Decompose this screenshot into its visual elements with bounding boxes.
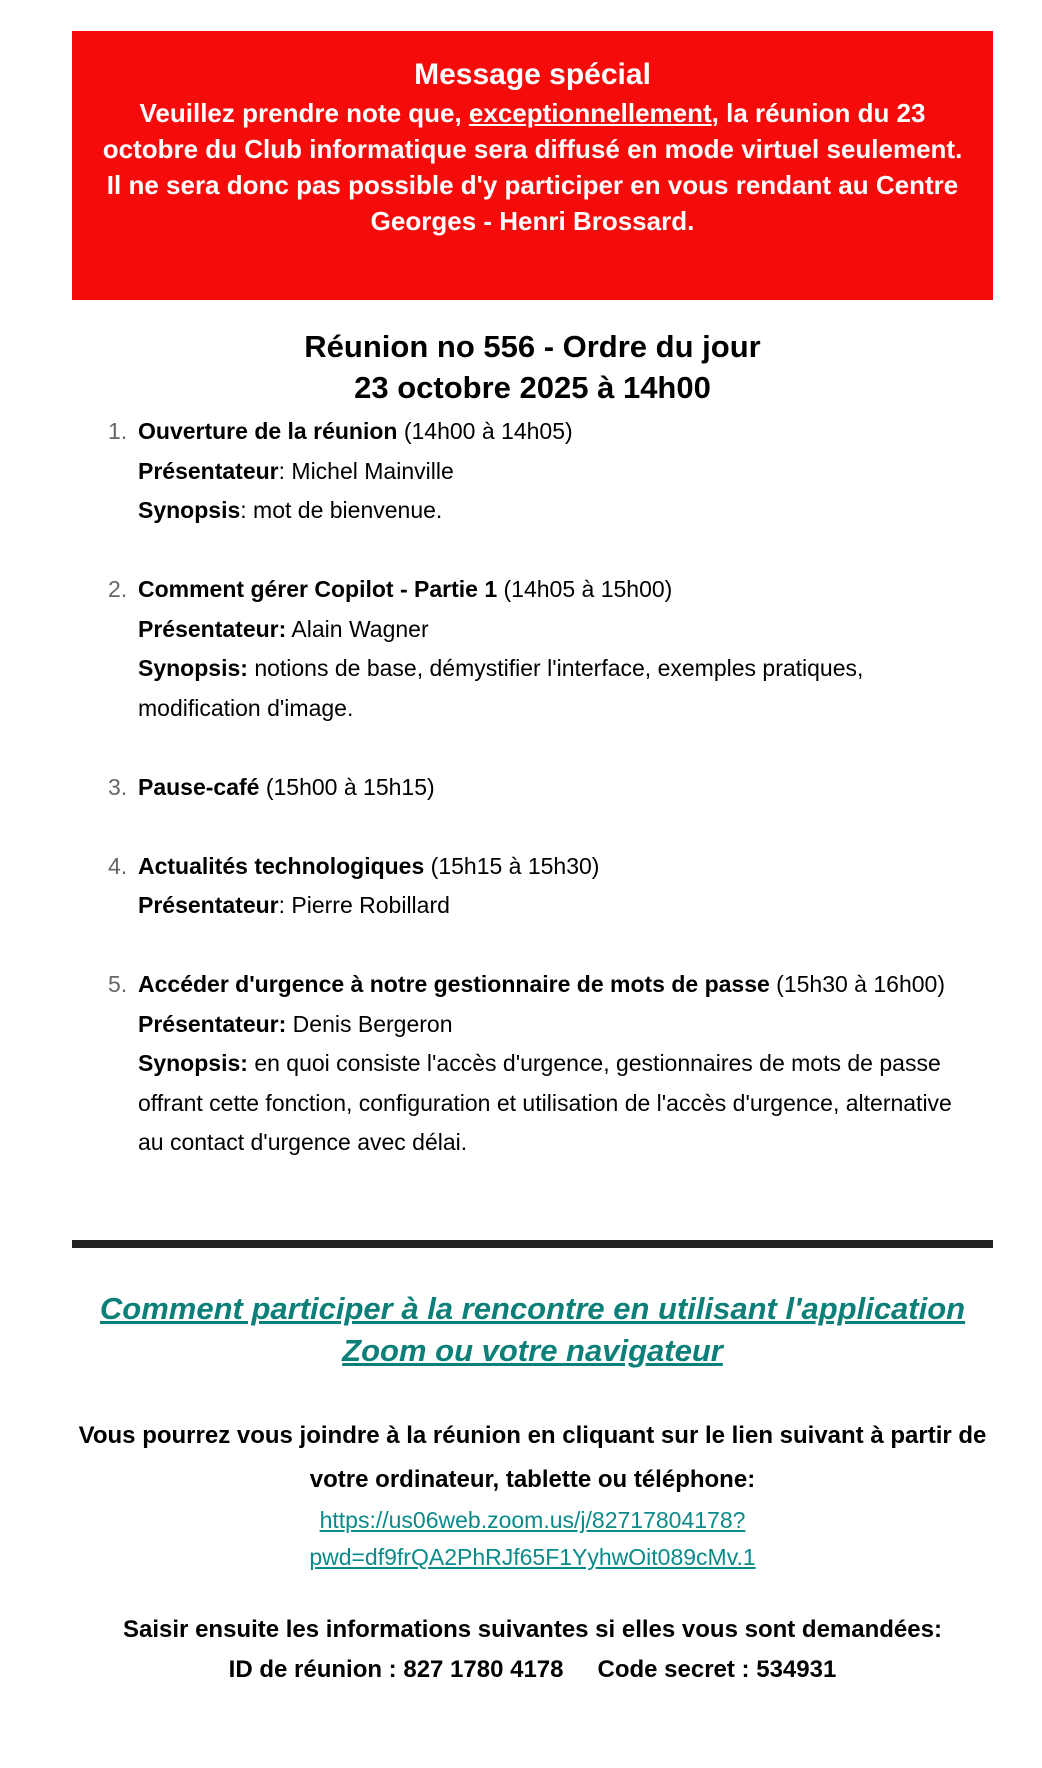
item-title: Pause-café	[138, 773, 260, 800]
sep: :	[240, 497, 254, 523]
item-number: 3.	[108, 773, 128, 800]
text: Veuillez prendre note que,	[139, 98, 469, 128]
synopsis-label: Synopsis	[138, 497, 241, 523]
join-intro: Vous pourrez vous joindre à la réunion en cliquant sur le lien suivant à partir de votre ordinateur, tablette ou téléphone:	[78, 1422, 987, 1493]
item-time: (15h30 à 16h00)	[769, 971, 945, 997]
item-title: Comment gérer Copilot - Partie 1	[138, 576, 498, 602]
synopsis-text: mot de bienvenue.	[253, 497, 443, 523]
presenter-label: Présentateur:	[138, 1010, 287, 1037]
item-time: (14h00 à 14h05)	[397, 418, 573, 444]
join-instructions: Saisir ensuite les informations suivantes si elles vous sont demandées:	[123, 1616, 942, 1643]
emphasis: exceptionnellement	[468, 98, 712, 128]
agenda-item	[108, 570, 978, 728]
sep: :	[278, 892, 292, 918]
agenda-item	[108, 965, 978, 1163]
title-date: 23 octobre 2025 à 14h00	[354, 370, 711, 405]
url-part: https://us06web.zoom.us/j/82717804178?	[319, 1507, 746, 1533]
item-number: 2.	[108, 576, 128, 602]
sep: :	[278, 457, 292, 484]
zoom-link[interactable]	[309, 1502, 755, 1576]
special-message-banner	[72, 31, 993, 300]
title-line: Réunion no 556 - Ordre du jour	[304, 329, 761, 364]
agenda-item	[108, 412, 978, 531]
presenter-label: Présentateur	[138, 457, 279, 484]
divider	[72, 1240, 993, 1248]
join-instructions-link[interactable]: Comment participer à la rencontre en utilisant l'application Zoom ou votre navigateur	[99, 1291, 966, 1368]
presenter-name: Denis Bergeron	[292, 1010, 453, 1037]
synopsis-label: Synopsis:	[138, 655, 248, 681]
presenter-label: Présentateur:	[138, 615, 287, 642]
item-number: 1.	[108, 418, 128, 444]
synopsis-text: en quoi consiste l'accès d'urgence, gestionnaires de mots de passe offrant cette fonction, configuration et utilisation de l'accès d'urgence, alternative au contact d'urgence avec délai.	[138, 1050, 952, 1155]
url-part: pwd=df9frQA2PhRJf65F1YyhwOit089cMv.1	[309, 1544, 756, 1570]
agenda-item	[108, 768, 978, 808]
presenter-label: Présentateur	[138, 892, 279, 918]
synopsis-text: notions de base, démystifier l'interface, exemples pratiques, modification d'image.	[138, 655, 864, 721]
item-time: (14h05 à 15h00)	[497, 576, 673, 602]
passcode: Code secret : 534931	[597, 1656, 837, 1683]
synopsis-label: Synopsis:	[138, 1050, 248, 1076]
presenter-name: Pierre Robillard	[291, 892, 450, 918]
special-message-heading: Message spécial	[414, 58, 651, 91]
agenda-item	[108, 847, 978, 926]
special-message-text	[100, 95, 965, 239]
presenter-name: Alain Wagner	[291, 615, 429, 642]
item-title: Actualités technologiques	[138, 852, 425, 879]
join-section	[72, 1288, 993, 1690]
item-number: 5.	[108, 971, 128, 997]
item-title: Accéder d'urgence à notre gestionnaire de mots de passe	[138, 971, 770, 997]
agenda-list	[108, 412, 978, 1202]
item-title: Ouverture de la réunion	[138, 418, 398, 444]
meeting-credentials	[72, 1650, 993, 1690]
meeting-id: ID de réunion : 827 1780 4178	[228, 1656, 564, 1683]
page-title	[0, 326, 1042, 408]
item-number: 4.	[108, 852, 128, 879]
item-time: (15h00 à 15h15)	[259, 773, 435, 800]
item-time: (15h15 à 15h30)	[424, 852, 600, 879]
presenter-name: Michel Mainville	[291, 457, 454, 484]
text: , la réunion du 23 octobre du Club informatique sera diffusé en mode virtuel seulement. Il ne sera donc pas possible d'y participer en vous rendant au Centre Georges - Henri Brossard.	[102, 98, 963, 236]
